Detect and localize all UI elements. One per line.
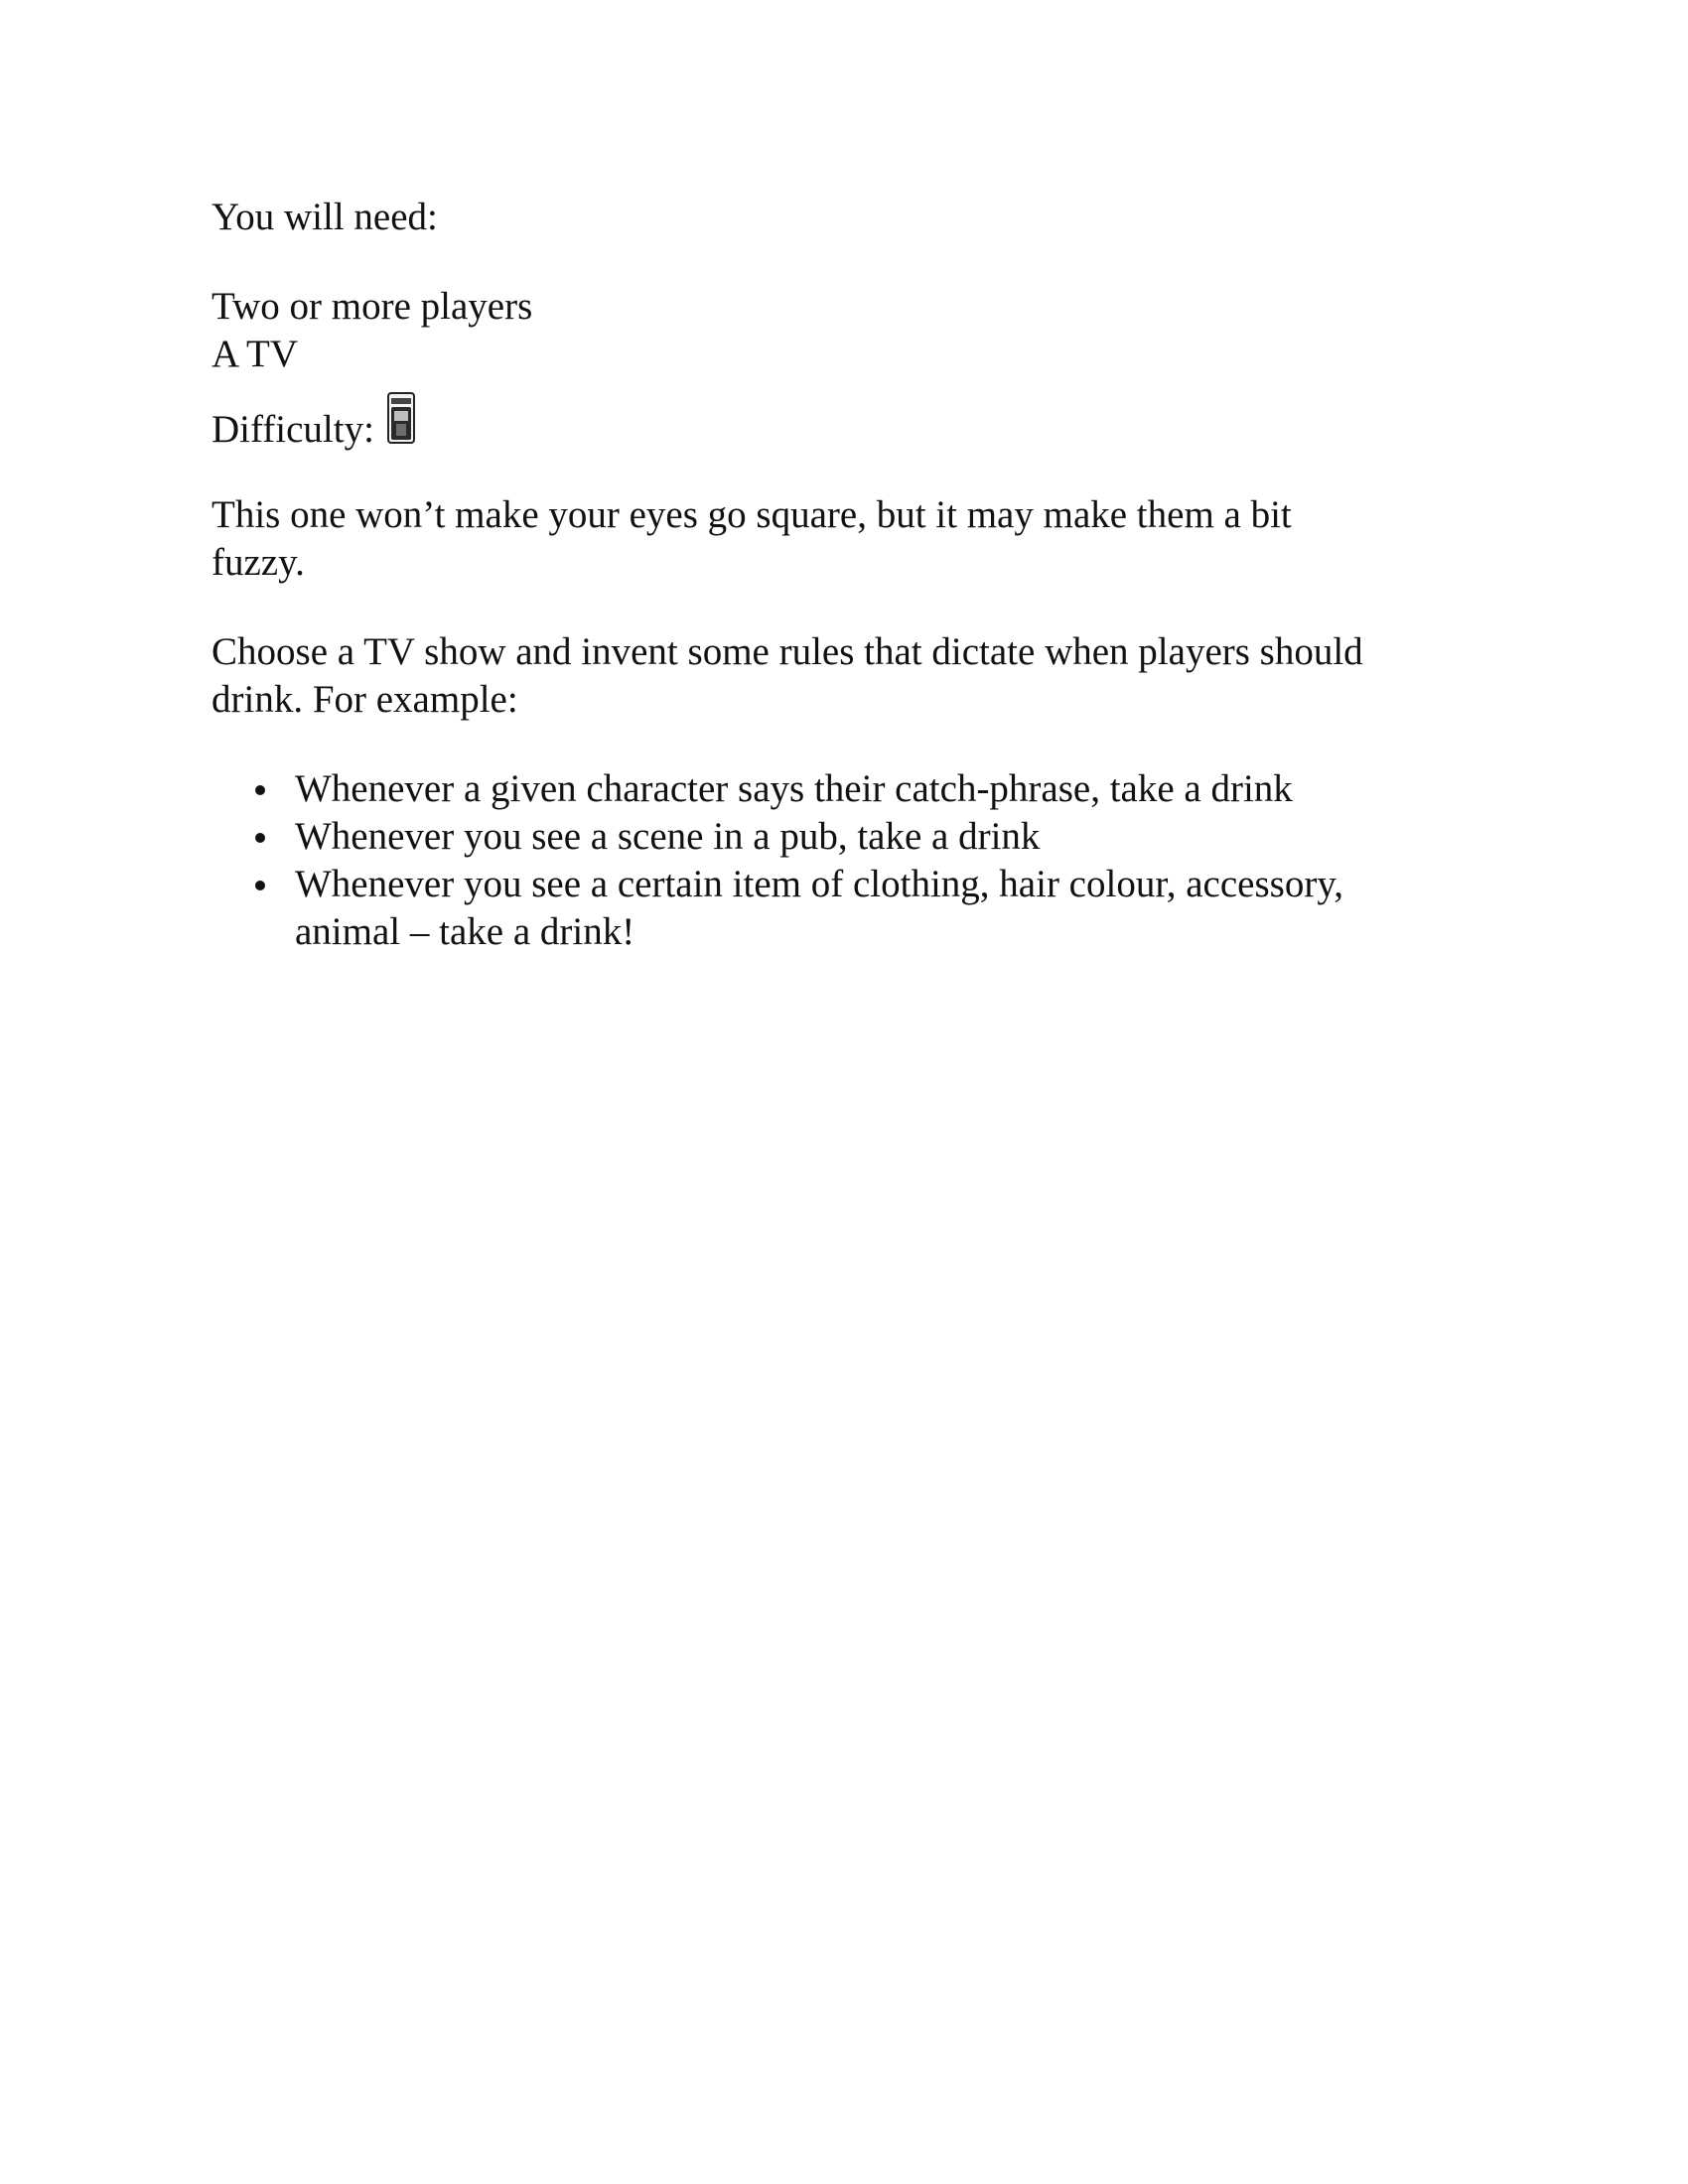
list-item: Whenever you see a scene in a pub, take a drink xyxy=(211,813,1502,861)
drink-glass-icon xyxy=(386,392,416,444)
needs-heading: You will need: xyxy=(211,196,438,238)
spacer xyxy=(211,241,1502,283)
document-body xyxy=(211,194,1502,956)
spacer xyxy=(211,724,1502,765)
spacer xyxy=(211,587,1502,628)
spacer xyxy=(211,454,1502,491)
needs-list xyxy=(211,283,1502,378)
bullet-icon xyxy=(255,833,265,843)
list-item: Whenever you see a certain item of clothing, hair colour, accessory, animal – take a drink! xyxy=(211,861,1502,956)
bullet-icon xyxy=(255,881,265,890)
rules-list xyxy=(211,765,1502,956)
difficulty-row xyxy=(211,384,1502,454)
needs-item: Two or more players xyxy=(211,285,533,328)
needs-item: A TV xyxy=(211,333,299,375)
intro-paragraph: This one won’t make your eyes go square, but it may make them a bit fuzzy. xyxy=(211,493,1292,584)
list-item: Whenever a given character says their catch-phrase, take a drink xyxy=(211,765,1502,813)
difficulty-label: Difficulty: xyxy=(211,408,374,451)
instructions-paragraph: Choose a TV show and invent some rules that dictate when players should drink. For example: xyxy=(211,630,1363,721)
bullet-icon xyxy=(255,785,265,795)
